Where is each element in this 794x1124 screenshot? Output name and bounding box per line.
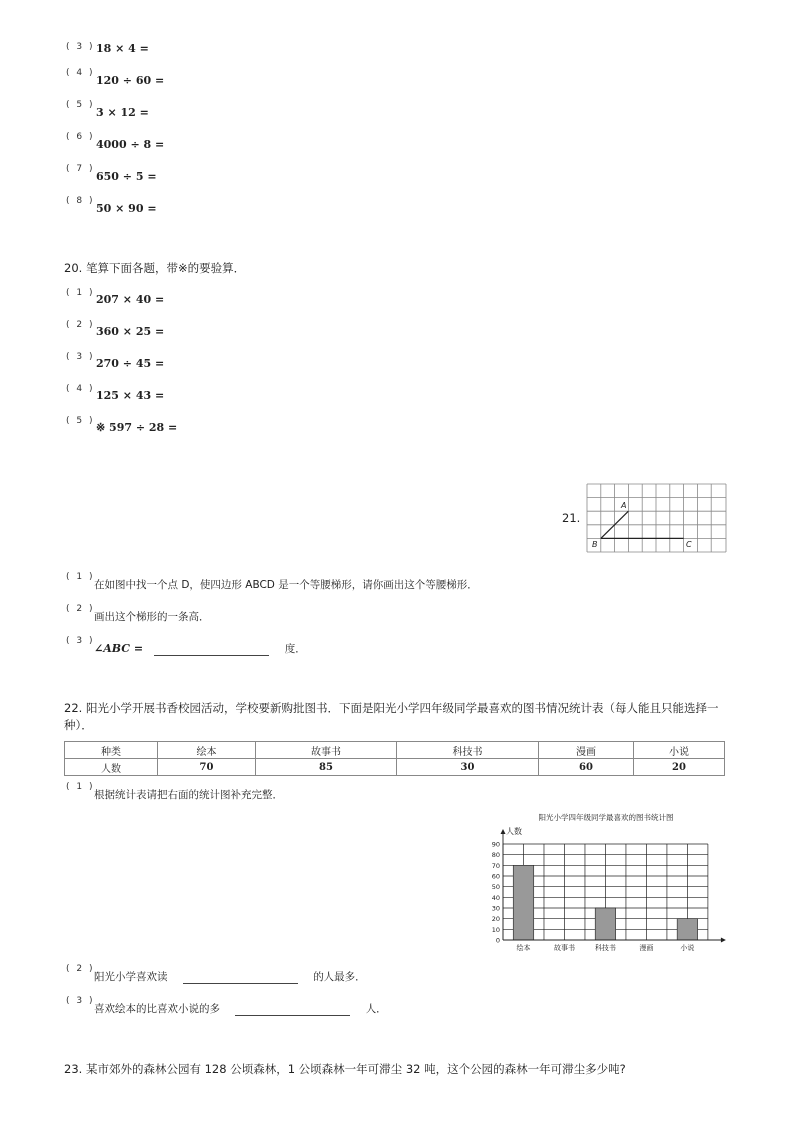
chart-ytick-label: 10 bbox=[491, 925, 500, 934]
q22-item-1-text: 根据统计表请把右面的统计图补充完整． bbox=[94, 789, 283, 801]
q19-item-4-expr: 120 ÷ 60 = bbox=[96, 74, 165, 87]
q20-item-1-expr: 207 × 40 = bbox=[96, 293, 165, 306]
q22-item-2-num: ( 2 ) bbox=[66, 964, 95, 974]
q22-item-2-text-before: 阳光小学喜欢读 bbox=[94, 971, 168, 983]
angle-answer-blank[interactable] bbox=[154, 643, 269, 656]
stat-table bbox=[64, 741, 725, 776]
q20-title: 20. 笔算下面各题，带※的要验算． bbox=[64, 261, 246, 275]
point-a-label: A bbox=[621, 501, 627, 510]
q20-item-3-num: ( 3 ) bbox=[66, 352, 95, 362]
angle-abc-label: ∠ABC = bbox=[94, 642, 144, 655]
chart-ytick-label: 20 bbox=[491, 915, 500, 924]
q19-item-7-expr: 650 ÷ 5 = bbox=[96, 170, 157, 183]
difference-answer-blank[interactable] bbox=[235, 1003, 350, 1016]
q19-item-3-num: ( 3 ) bbox=[66, 42, 95, 52]
point-c-label: C bbox=[686, 540, 692, 549]
q20-item-1-num: ( 1 ) bbox=[66, 288, 95, 298]
q20-item-5-expr: ※ 597 ÷ 28 = bbox=[96, 421, 178, 434]
table-cell: 30 bbox=[397, 759, 539, 776]
q19-item-3-expr: 18 × 4 = bbox=[96, 42, 149, 55]
q21-grid-figure bbox=[586, 483, 728, 553]
q19-item-6-num: ( 6 ) bbox=[66, 132, 95, 142]
q22-item-2-line bbox=[94, 969, 366, 984]
chart-ytick-label: 40 bbox=[491, 893, 500, 902]
chart-xtick-label: 故事书 bbox=[553, 944, 575, 952]
q21-item-3-line bbox=[94, 641, 306, 656]
chart-ytick-label: 60 bbox=[491, 872, 500, 881]
q21-item-3-num: ( 3 ) bbox=[66, 636, 95, 646]
chart-y-arrow bbox=[501, 829, 506, 834]
chart-xtick-label: 漫画 bbox=[639, 944, 654, 952]
table-cell: 70 bbox=[158, 759, 256, 776]
q23-title: 23. 某市郊外的森林公园有 128 公顷森林，1 公顷森林一年可滞尘 32 吨，这个公园的森林一年可滞尘多少吨? bbox=[64, 1062, 626, 1076]
table-cell: 60 bbox=[539, 759, 634, 776]
q21-item-1-num: ( 1 ) bbox=[66, 572, 95, 582]
q19-item-5-num: ( 5 ) bbox=[66, 100, 95, 110]
chart-ylabel: 人数 bbox=[506, 827, 522, 836]
q21-label: 21. bbox=[562, 511, 581, 525]
table-row bbox=[65, 759, 725, 776]
chart-bar bbox=[677, 919, 697, 940]
chart-bar bbox=[513, 865, 533, 940]
q19-item-7-num: ( 7 ) bbox=[66, 164, 95, 174]
q19-item-8-num: ( 8 ) bbox=[66, 196, 95, 206]
q22-item-3-text-before: 喜欢绘本的比喜欢小说的多 bbox=[94, 1003, 220, 1015]
table-cell: 故事书 bbox=[256, 742, 397, 759]
q22-item-2-text-after: 的人最多． bbox=[313, 971, 366, 983]
most-popular-answer-blank[interactable] bbox=[183, 971, 298, 984]
table-cell: 绘本 bbox=[158, 742, 256, 759]
q20-item-5-num: ( 5 ) bbox=[66, 416, 95, 426]
q19-item-6-expr: 4000 ÷ 8 = bbox=[96, 138, 165, 151]
q19-item-5-expr: 3 × 12 = bbox=[96, 106, 149, 119]
angle-unit: 度． bbox=[284, 643, 306, 655]
q22-title-line1: 22. 阳光小学开展书香校园活动，学校要新购批图书．下面是阳光小学四年级同学最喜欢的图书情况统计表（每人能且只能选择一 bbox=[64, 701, 719, 715]
table-header-row bbox=[65, 742, 725, 759]
q22-item-3-line bbox=[94, 1001, 387, 1016]
chart-xtick-label: 小说 bbox=[680, 944, 695, 952]
q20-item-4-num: ( 4 ) bbox=[66, 384, 95, 394]
table-cell: 科技书 bbox=[397, 742, 539, 759]
q20-item-4-expr: 125 × 43 = bbox=[96, 389, 165, 402]
q22-item-3-text-after: 人． bbox=[365, 1003, 387, 1015]
chart-x-arrow bbox=[721, 938, 726, 943]
chart-ytick-label: 80 bbox=[491, 851, 500, 860]
q21-item-2-num: ( 2 ) bbox=[66, 604, 95, 614]
chart-ytick-label: 70 bbox=[491, 861, 500, 870]
table-cell: 漫画 bbox=[539, 742, 634, 759]
chart-xtick-label: 科技书 bbox=[594, 944, 616, 952]
q22-title-line2: 种）． bbox=[64, 718, 93, 732]
table-cell: 20 bbox=[634, 759, 725, 776]
q19-item-4-num: ( 4 ) bbox=[66, 68, 95, 78]
q21-item-1-text: 在如图中找一个点 D，使四边形 ABCD 是一个等腰梯形，请你画出这个等腰梯形． bbox=[94, 579, 478, 591]
q22-item-3-num: ( 3 ) bbox=[66, 996, 95, 1006]
bar-chart bbox=[480, 806, 732, 956]
table-cell: 种类 bbox=[65, 742, 158, 759]
point-b-label: B bbox=[592, 540, 598, 549]
q19-item-8-expr: 50 × 90 = bbox=[96, 202, 157, 215]
table-cell: 85 bbox=[256, 759, 397, 776]
chart-ytick-label: 0 bbox=[495, 936, 500, 945]
chart-ytick-label: 50 bbox=[491, 883, 500, 892]
chart-ytick-label: 90 bbox=[491, 840, 500, 849]
chart-bar bbox=[595, 908, 615, 940]
q21-item-2-text: 画出这个梯形的一条高． bbox=[94, 611, 210, 623]
q20-item-2-num: ( 2 ) bbox=[66, 320, 95, 330]
q20-item-2-expr: 360 × 25 = bbox=[96, 325, 165, 338]
q22-item-1-num: ( 1 ) bbox=[66, 782, 95, 792]
q20-item-3-expr: 270 ÷ 45 = bbox=[96, 357, 165, 370]
table-cell: 小说 bbox=[634, 742, 725, 759]
chart-title: 阳光小学四年级同学最喜欢的图书统计图 bbox=[538, 813, 674, 822]
table-cell: 人数 bbox=[65, 759, 158, 776]
chart-xtick-label: 绘本 bbox=[516, 944, 531, 952]
chart-ytick-label: 30 bbox=[491, 904, 500, 913]
grid-lines bbox=[587, 484, 726, 552]
